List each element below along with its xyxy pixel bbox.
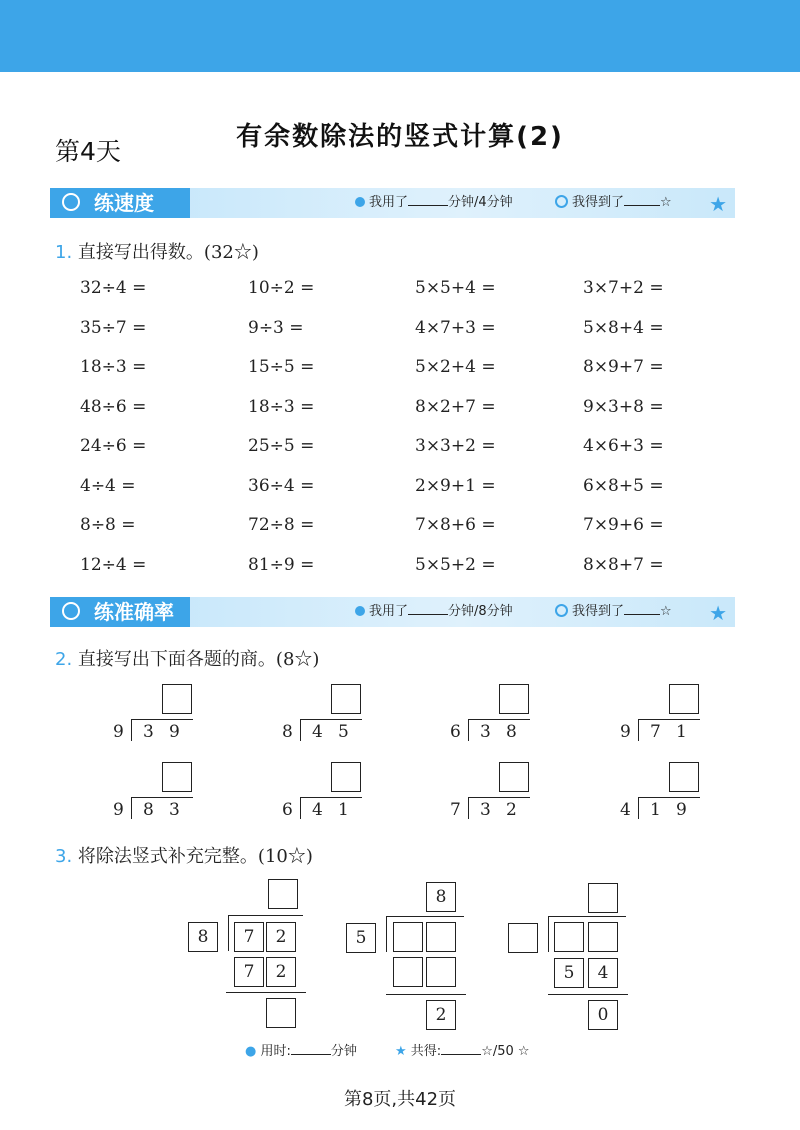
quotient-box: 8 bbox=[426, 882, 456, 912]
product-box: 2 bbox=[266, 957, 296, 987]
equation: 12÷4 = bbox=[80, 554, 147, 575]
equation: 15÷5 = bbox=[248, 357, 315, 377]
question-1-title: 1. 直接写出得数。(32☆) bbox=[55, 242, 259, 263]
dividend-digit: 8 bbox=[506, 722, 517, 742]
time-used-accuracy: 我用了 分钟/8分钟 bbox=[355, 597, 513, 627]
dividend-digit: 5 bbox=[338, 722, 349, 742]
page-title: 有余数除法的竖式计算(2) bbox=[236, 122, 564, 152]
quotient-box[interactable] bbox=[669, 762, 699, 792]
division-bracket bbox=[300, 719, 301, 741]
star-icon: ★ bbox=[395, 1044, 407, 1059]
equation: 18÷3 = bbox=[80, 357, 147, 377]
equation: 9×3+8 = bbox=[583, 396, 664, 417]
division-line bbox=[638, 719, 700, 720]
equation: 8×8+7 = bbox=[583, 554, 664, 575]
answer-box[interactable] bbox=[588, 922, 618, 952]
division-bracket bbox=[131, 797, 132, 819]
score-got-accuracy: 我得到了 ☆ bbox=[555, 597, 672, 627]
dividend-digit: 7 bbox=[650, 722, 661, 742]
quotient-box[interactable] bbox=[669, 684, 699, 714]
division-bracket bbox=[548, 916, 549, 952]
remainder-box: 0 bbox=[588, 1000, 618, 1030]
section-band-accuracy bbox=[50, 597, 735, 627]
footer-time: ● 用时: 分钟 bbox=[245, 1044, 357, 1059]
division-bracket bbox=[468, 797, 469, 819]
equation: 10÷2 = bbox=[248, 278, 315, 298]
section-label-speed: 练速度 bbox=[50, 188, 190, 218]
answer-box[interactable] bbox=[508, 923, 538, 953]
dividend-digit: 1 bbox=[338, 800, 349, 820]
division-line bbox=[300, 719, 362, 720]
divisor: 6 bbox=[282, 800, 293, 820]
question-3-title: 3. 将除法竖式补充完整。(10☆) bbox=[55, 846, 313, 867]
answer-box[interactable] bbox=[588, 883, 618, 913]
equation: 6×8+5 = bbox=[583, 475, 664, 496]
division-bracket bbox=[638, 797, 639, 819]
remainder-box: 2 bbox=[426, 1000, 456, 1030]
page-number: 第8页,共42页 bbox=[343, 1089, 457, 1110]
product-box: 4 bbox=[588, 958, 618, 988]
quotient-box[interactable] bbox=[331, 762, 361, 792]
digit-box: 7 bbox=[234, 922, 264, 952]
equation: 4×7+3 = bbox=[415, 317, 496, 338]
dividend-digit: 4 bbox=[312, 722, 323, 742]
division-line bbox=[468, 797, 530, 798]
equation: 35÷7 = bbox=[80, 317, 147, 338]
dividend-digit: 4 bbox=[312, 800, 323, 820]
equation: 7×8+6 = bbox=[415, 515, 496, 535]
day-label: 第4天 bbox=[55, 137, 121, 166]
divisor: 7 bbox=[450, 800, 461, 820]
division-line bbox=[468, 719, 530, 720]
divisor: 9 bbox=[113, 722, 124, 742]
equation: 3×7+2 = bbox=[583, 278, 664, 298]
answer-box[interactable] bbox=[266, 998, 296, 1028]
division-line bbox=[131, 797, 193, 798]
quotient-box[interactable] bbox=[331, 684, 361, 714]
digit-box: 2 bbox=[266, 922, 296, 952]
alarm-icon: ● bbox=[245, 1044, 257, 1059]
answer-box[interactable] bbox=[268, 879, 298, 909]
division-line bbox=[228, 915, 303, 916]
equation: 18÷3 = bbox=[248, 396, 315, 417]
dividend-digit: 3 bbox=[480, 722, 491, 742]
answer-box[interactable] bbox=[554, 922, 584, 952]
division-bracket bbox=[386, 916, 387, 952]
equation: 9÷3 = bbox=[248, 317, 304, 338]
equation: 5×2+4 = bbox=[415, 357, 496, 377]
subtraction-line bbox=[386, 994, 466, 995]
product-box: 5 bbox=[554, 958, 584, 988]
dividend-digit: 3 bbox=[169, 800, 180, 820]
divisor: 4 bbox=[620, 800, 631, 820]
equation: 24÷6 = bbox=[80, 436, 147, 456]
equation: 7×9+6 = bbox=[583, 515, 664, 535]
quotient-box[interactable] bbox=[499, 684, 529, 714]
star-icon: ★ bbox=[709, 192, 727, 216]
dividend-digit: 2 bbox=[506, 800, 517, 820]
score-got-speed: 我得到了 ☆ bbox=[555, 188, 672, 218]
clock-icon bbox=[355, 197, 365, 207]
division-bracket bbox=[228, 915, 229, 951]
section-label-accuracy: 练准确率 bbox=[50, 597, 190, 627]
equation: 8÷8 = bbox=[80, 515, 136, 535]
division-bracket bbox=[638, 719, 639, 741]
divisor: 8 bbox=[282, 722, 293, 742]
equation: 4÷4 = bbox=[80, 475, 136, 496]
product-box: 7 bbox=[234, 957, 264, 987]
equation: 4×6+3 = bbox=[583, 436, 664, 456]
target-icon bbox=[62, 602, 80, 620]
divisor: 6 bbox=[450, 722, 461, 742]
dividend-digit: 1 bbox=[676, 722, 687, 742]
divisor-box: 5 bbox=[346, 923, 376, 953]
division-line bbox=[386, 916, 464, 917]
answer-box[interactable] bbox=[393, 922, 423, 952]
equation: 48÷6 = bbox=[80, 396, 147, 417]
footer-total: ★ 共得: ☆/50 ☆ bbox=[395, 1044, 530, 1059]
division-line bbox=[548, 916, 626, 917]
dividend-digit: 9 bbox=[676, 800, 687, 820]
dividend-digit: 8 bbox=[143, 800, 154, 820]
star-icon: ★ bbox=[709, 601, 727, 625]
question-2-title: 2. 直接写出下面各题的商。(8☆) bbox=[55, 649, 320, 670]
clock-icon bbox=[355, 606, 365, 616]
dividend-digit: 3 bbox=[480, 800, 491, 820]
answer-box[interactable] bbox=[426, 922, 456, 952]
divisor: 9 bbox=[113, 800, 124, 820]
division-line bbox=[638, 797, 700, 798]
quotient-box[interactable] bbox=[162, 762, 192, 792]
equation: 8×9+7 = bbox=[583, 357, 664, 377]
check-icon bbox=[555, 195, 568, 208]
top-banner bbox=[0, 0, 800, 72]
equation: 3×3+2 = bbox=[415, 436, 496, 456]
quotient-box[interactable] bbox=[162, 684, 192, 714]
answer-box[interactable] bbox=[393, 957, 423, 987]
divisor: 9 bbox=[620, 722, 631, 742]
equation: 5×5+2 = bbox=[415, 554, 496, 575]
equation: 72÷8 = bbox=[248, 515, 315, 535]
equation: 81÷9 = bbox=[248, 554, 315, 575]
division-bracket bbox=[468, 719, 469, 741]
subtraction-line bbox=[548, 994, 628, 995]
equation: 8×2+7 = bbox=[415, 396, 496, 417]
stopwatch-icon bbox=[62, 193, 80, 211]
time-used-speed: 我用了 分钟/4分钟 bbox=[355, 188, 513, 218]
answer-box[interactable] bbox=[426, 957, 456, 987]
equation: 2×9+1 = bbox=[415, 475, 496, 496]
dividend-digit: 3 bbox=[143, 722, 154, 742]
equation: 5×8+4 = bbox=[583, 317, 664, 338]
equation: 25÷5 = bbox=[248, 436, 315, 456]
division-line bbox=[300, 797, 362, 798]
divisor-box: 8 bbox=[188, 922, 218, 952]
section-band-speed bbox=[50, 188, 735, 218]
division-line bbox=[131, 719, 193, 720]
equation: 5×5+4 = bbox=[415, 278, 496, 298]
quotient-box[interactable] bbox=[499, 762, 529, 792]
check-icon bbox=[555, 604, 568, 617]
division-bracket bbox=[300, 797, 301, 819]
equation: 36÷4 = bbox=[248, 475, 315, 496]
division-bracket bbox=[131, 719, 132, 741]
subtraction-line bbox=[226, 992, 306, 993]
dividend-digit: 9 bbox=[169, 722, 180, 742]
equation: 32÷4 = bbox=[80, 278, 147, 298]
dividend-digit: 1 bbox=[650, 800, 661, 820]
